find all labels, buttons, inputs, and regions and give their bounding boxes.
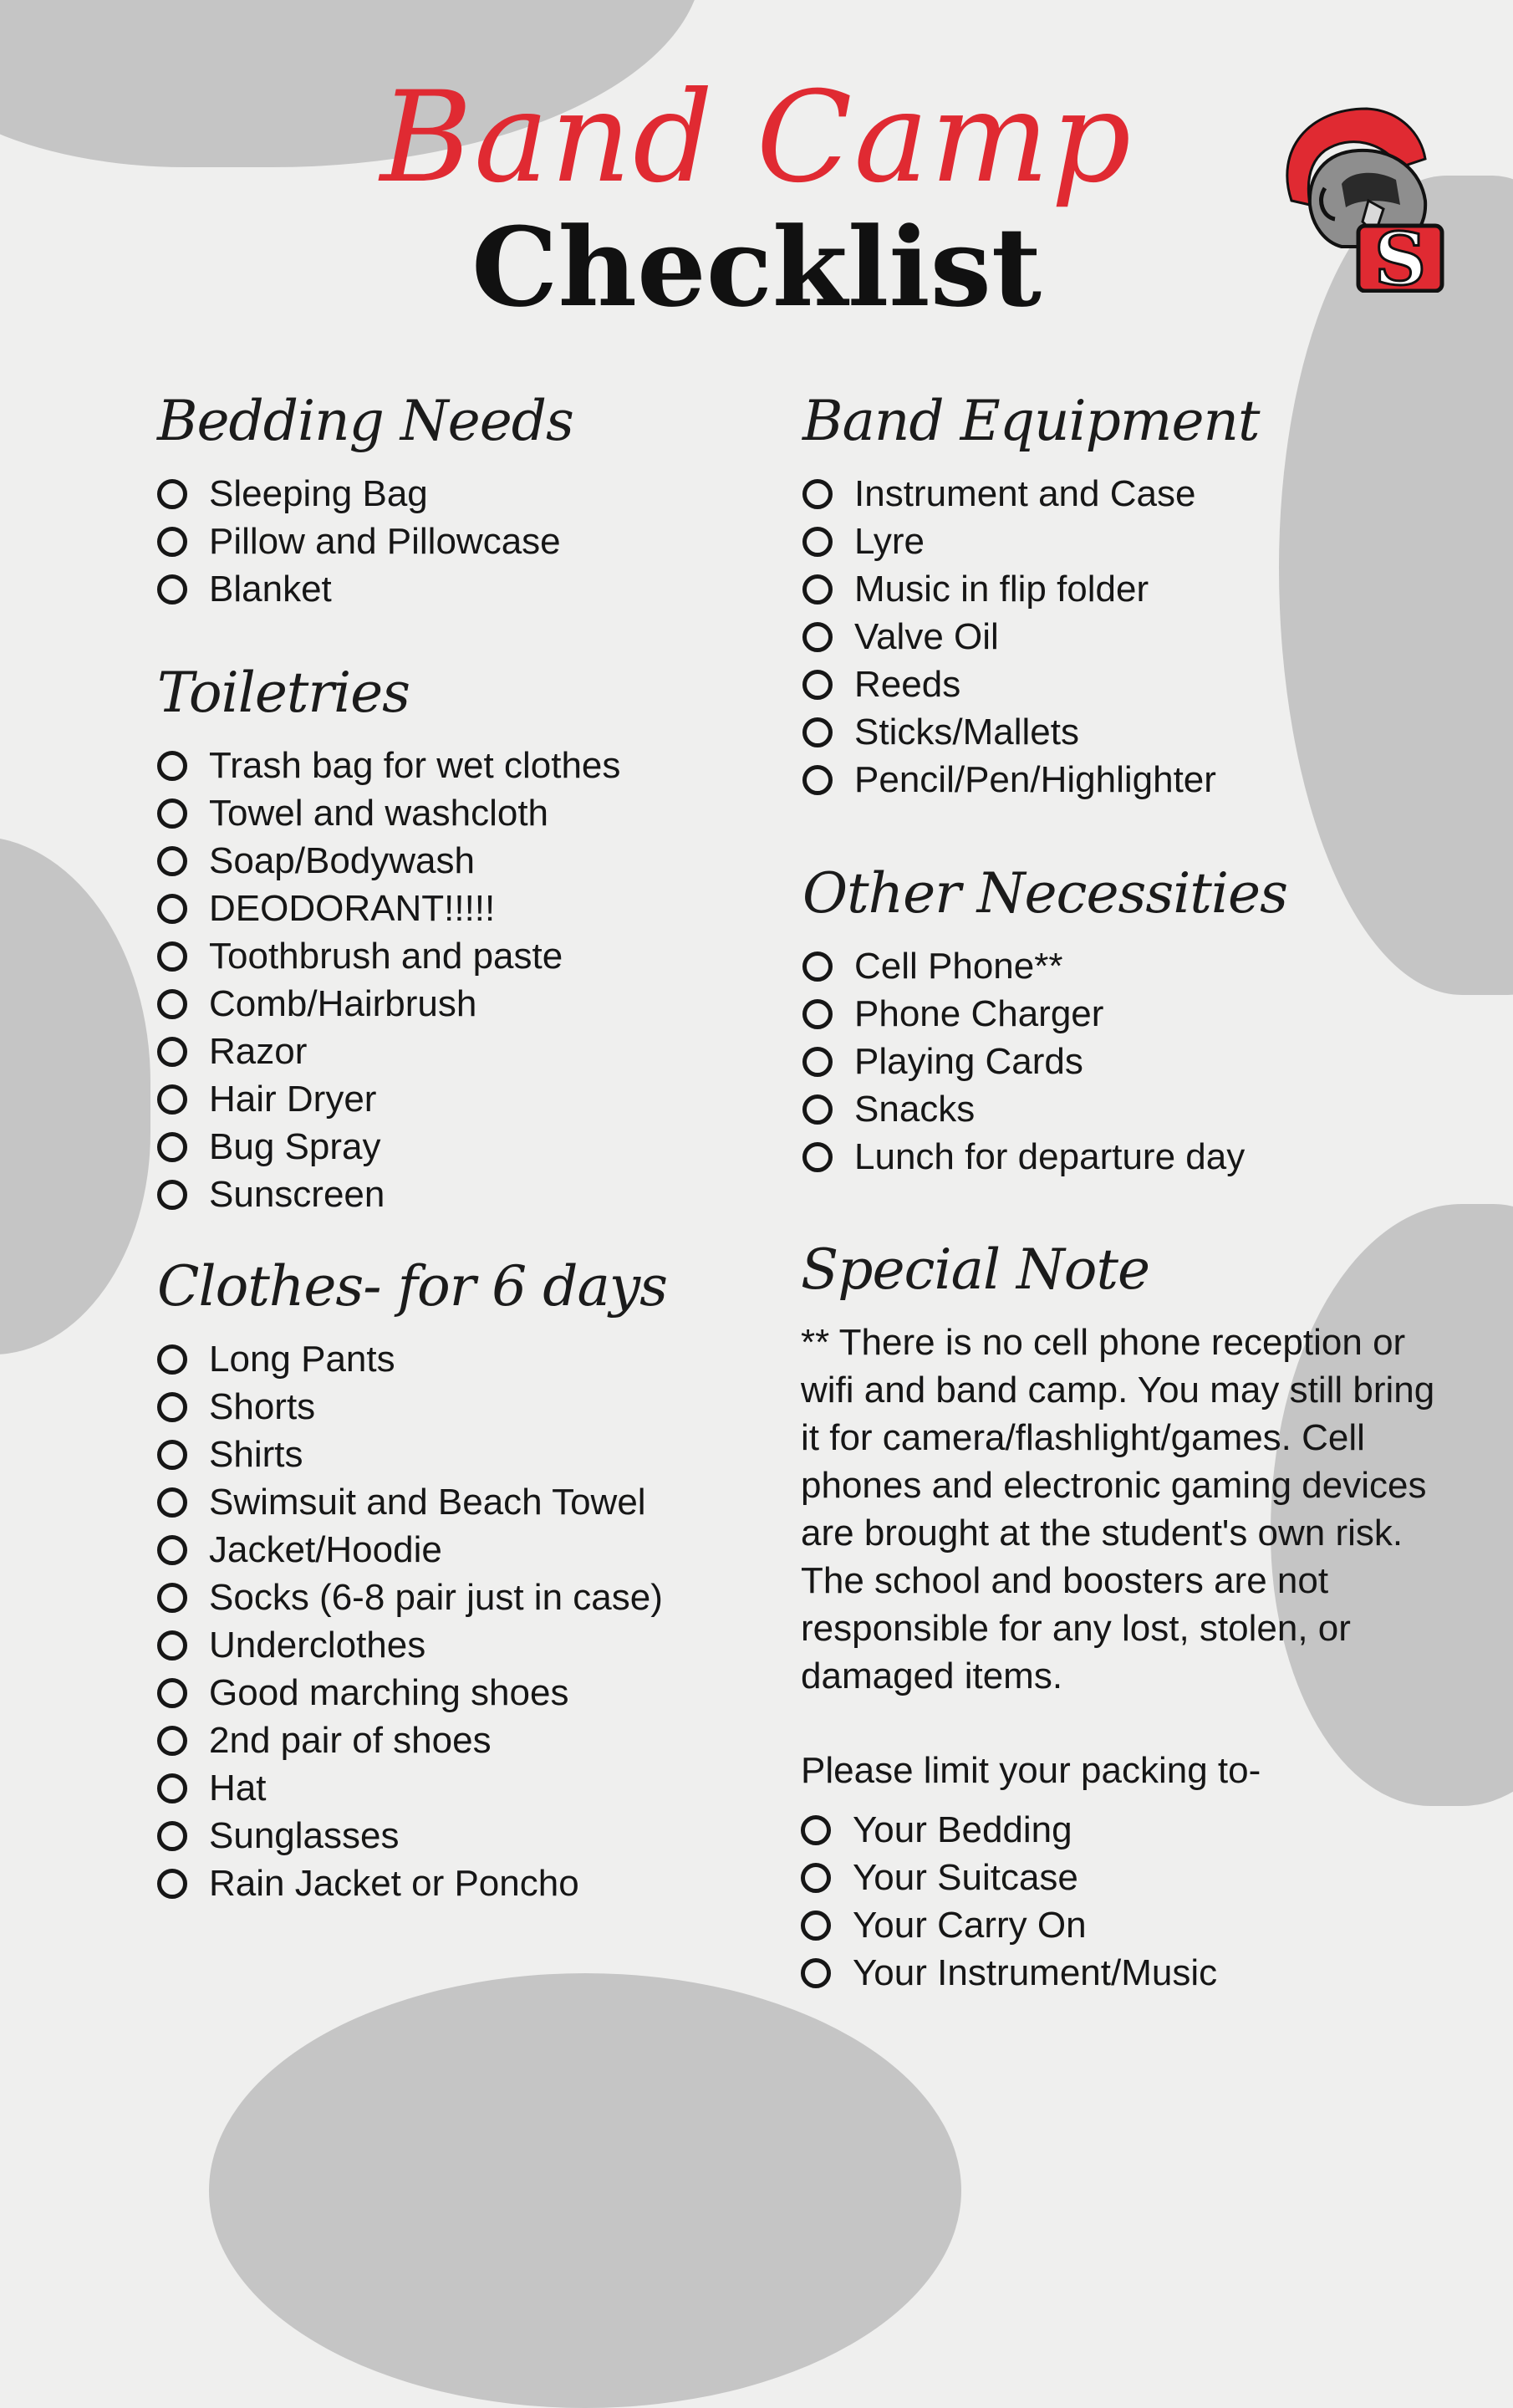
checkbox-circle-icon[interactable]: [157, 846, 187, 876]
checklist-item[interactable]: Reeds: [802, 661, 1260, 708]
checklist-item[interactable]: Valve Oil: [802, 613, 1260, 661]
checklist-item[interactable]: Blanket: [157, 565, 573, 613]
checklist-item[interactable]: Sleeping Bag: [157, 470, 573, 518]
checklist-item[interactable]: Swimsuit and Beach Towel: [157, 1478, 667, 1526]
checklist-item[interactable]: Towel and washcloth: [157, 789, 620, 837]
section-heading: Other Necessities: [802, 861, 1287, 926]
checklist-item[interactable]: Playing Cards: [802, 1038, 1287, 1085]
checklist-item[interactable]: Long Pants: [157, 1335, 667, 1383]
checklist-item[interactable]: Good marching shoes: [157, 1669, 667, 1717]
checkbox-circle-icon[interactable]: [157, 1678, 187, 1708]
checkbox-circle-icon[interactable]: [802, 670, 833, 700]
checklist-item[interactable]: Lunch for departure day: [802, 1133, 1287, 1181]
checkbox-circle-icon[interactable]: [157, 1487, 187, 1518]
packing-limit-text: Please limit your packing to-: [801, 1750, 1261, 1791]
checkbox-circle-icon[interactable]: [802, 999, 833, 1029]
checkbox-circle-icon[interactable]: [157, 989, 187, 1019]
checklist-item[interactable]: Underclothes: [157, 1621, 667, 1669]
checkbox-circle-icon[interactable]: [157, 1084, 187, 1115]
title-script: Band Camp: [380, 65, 1133, 211]
checklist-item[interactable]: Music in flip folder: [802, 565, 1260, 613]
checklist-item[interactable]: Hat: [157, 1764, 667, 1812]
spartan-helmet-icon: [1258, 100, 1450, 293]
checklist-item[interactable]: Lyre: [802, 518, 1260, 565]
checkbox-circle-icon[interactable]: [157, 751, 187, 781]
logo-letter: S: [1373, 217, 1427, 293]
checkbox-circle-icon[interactable]: [802, 951, 833, 982]
checklist-item[interactable]: 2nd pair of shoes: [157, 1717, 667, 1764]
checklist-item[interactable]: DEODORANT!!!!!: [157, 885, 620, 932]
checkbox-circle-icon[interactable]: [157, 798, 187, 829]
checklist-item[interactable]: Your Carry On: [801, 1901, 1461, 1949]
checkbox-circle-icon[interactable]: [157, 1037, 187, 1067]
checkbox-circle-icon[interactable]: [157, 1440, 187, 1470]
clothes-section: [157, 1250, 667, 1907]
checklist-item[interactable]: Rain Jacket or Poncho: [157, 1860, 667, 1907]
checkbox-circle-icon[interactable]: [157, 1132, 187, 1162]
checkbox-circle-icon[interactable]: [801, 1958, 831, 1988]
special-note-text: ** There is no cell phone reception or wifi and band camp. You may still bring it for camera/flashlight/games. Cell phones and electronic gaming devices are brought at the student's own risk. The school and boosters are not responsible for any lost, stolen, or damaged items.: [801, 1322, 1435, 1696]
checkbox-circle-icon[interactable]: [801, 1863, 831, 1893]
section-heading: Band Equipment: [802, 389, 1260, 453]
checklist-item[interactable]: Your Suitcase: [801, 1854, 1461, 1901]
checkbox-circle-icon[interactable]: [801, 1911, 831, 1941]
checklist-item[interactable]: Phone Charger: [802, 990, 1287, 1038]
checkbox-circle-icon[interactable]: [157, 1392, 187, 1422]
checkbox-circle-icon[interactable]: [157, 1535, 187, 1565]
checkbox-circle-icon[interactable]: [157, 941, 187, 972]
checklist-item[interactable]: Shirts: [157, 1431, 667, 1478]
checklist-item[interactable]: Cell Phone**: [802, 942, 1287, 990]
checklist-item[interactable]: Socks (6-8 pair just in case): [157, 1574, 667, 1621]
checkbox-circle-icon[interactable]: [157, 1726, 187, 1756]
background-blob: [0, 836, 150, 1354]
checkbox-circle-icon[interactable]: [802, 717, 833, 747]
equipment-section: [802, 385, 1260, 804]
page-title: Checklist: [471, 203, 1042, 331]
checklist-item[interactable]: Soap/Bodywash: [157, 837, 620, 885]
background-blob: [209, 1973, 961, 2408]
toiletries-section: [157, 656, 620, 1218]
checklist-item[interactable]: Hair Dryer: [157, 1075, 620, 1123]
bedding-section: [157, 385, 573, 613]
checkbox-circle-icon[interactable]: [157, 479, 187, 509]
section-heading: Clothes- for 6 days: [157, 1254, 667, 1319]
checklist-item[interactable]: Razor: [157, 1028, 620, 1075]
checklist-item[interactable]: Sticks/Mallets: [802, 708, 1260, 756]
checklist-item[interactable]: Jacket/Hoodie: [157, 1526, 667, 1574]
checklist-item[interactable]: Pencil/Pen/Highlighter: [802, 756, 1260, 804]
checkbox-circle-icon[interactable]: [801, 1815, 831, 1845]
section-heading: Special Note: [801, 1237, 1150, 1302]
checkbox-circle-icon[interactable]: [157, 1180, 187, 1210]
checkbox-circle-icon[interactable]: [802, 527, 833, 557]
checkbox-circle-icon[interactable]: [802, 1094, 833, 1125]
checkbox-circle-icon[interactable]: [157, 1630, 187, 1661]
checkbox-circle-icon[interactable]: [157, 1869, 187, 1899]
special-note-section: [801, 1233, 1461, 1997]
section-heading: Bedding Needs: [157, 389, 573, 453]
checklist-item[interactable]: Toothbrush and paste: [157, 932, 620, 980]
checkbox-circle-icon[interactable]: [157, 1583, 187, 1613]
checkbox-circle-icon[interactable]: [157, 527, 187, 557]
checklist-item[interactable]: Trash bag for wet clothes: [157, 742, 620, 789]
checklist-item[interactable]: Snacks: [802, 1085, 1287, 1133]
other-necessities-section: [802, 857, 1287, 1181]
checkbox-circle-icon[interactable]: [802, 765, 833, 795]
checkbox-circle-icon[interactable]: [802, 574, 833, 605]
checkbox-circle-icon[interactable]: [802, 479, 833, 509]
checkbox-circle-icon[interactable]: [802, 1142, 833, 1172]
checklist-item[interactable]: Your Instrument/Music: [801, 1949, 1461, 1997]
checkbox-circle-icon[interactable]: [157, 1821, 187, 1851]
checkbox-circle-icon[interactable]: [802, 622, 833, 652]
checkbox-circle-icon[interactable]: [802, 1047, 833, 1077]
checklist-item[interactable]: Sunscreen: [157, 1171, 620, 1218]
checklist-item[interactable]: Pillow and Pillowcase: [157, 518, 573, 565]
checklist-item[interactable]: Bug Spray: [157, 1123, 620, 1171]
checklist-item[interactable]: Comb/Hairbrush: [157, 980, 620, 1028]
checklist-item[interactable]: Instrument and Case: [802, 470, 1260, 518]
section-heading: Toiletries: [157, 661, 410, 725]
checkbox-circle-icon[interactable]: [157, 894, 187, 924]
checklist-item[interactable]: Sunglasses: [157, 1812, 667, 1860]
checkbox-circle-icon[interactable]: [157, 574, 187, 605]
checklist-item[interactable]: Shorts: [157, 1383, 667, 1431]
checklist-item[interactable]: Your Bedding: [801, 1806, 1461, 1854]
checkbox-circle-icon[interactable]: [157, 1773, 187, 1803]
checkbox-circle-icon[interactable]: [157, 1344, 187, 1375]
